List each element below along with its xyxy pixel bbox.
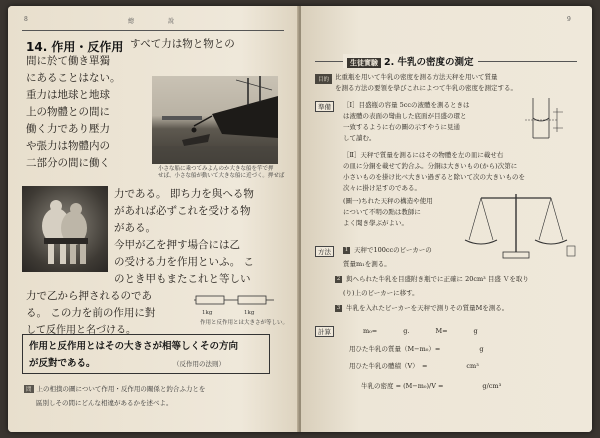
left-page: [8, 6, 299, 432]
rule-line-2: が反對である。: [29, 358, 96, 369]
right-page: [301, 6, 592, 432]
prep-line-2: 一致するように右の圖の示すやうに見通: [343, 123, 460, 131]
method-line-4: [335, 303, 508, 314]
boat-caption-0: 小さな船に乘つてみよんのか大きな船を竿で押: [158, 166, 274, 172]
body-line-8: 力である。 即ち力を與へる物: [114, 188, 254, 200]
boat-photo-illustration: [152, 76, 278, 164]
exercise-line-0-text: 上の相撲の圖について作用・反作用の關係と釣合ふ力とを: [36, 385, 206, 393]
boat-photo: [152, 76, 278, 164]
para2-line-0: 今甲が乙を押す場合には乙: [114, 239, 240, 251]
purpose-tag: 目的: [315, 74, 332, 84]
cylinder-figure: [523, 98, 573, 142]
body-line-2: にあることはない。: [26, 72, 121, 84]
body-line-6: や張力は物體内の: [26, 140, 110, 152]
left-page-number: 8: [24, 16, 28, 23]
section-title: 14. 作用・反作用: [26, 40, 124, 54]
body-line-9: があれば必ずこれを受ける物: [114, 205, 251, 217]
prep-line-1: は液體の表面の彎曲した底面が目盛の環と: [343, 112, 467, 120]
prep-line-0: ［Ⅰ］目盛瓶の容量 5ccの液體を測るときは: [343, 101, 470, 109]
record-tag: 計算: [315, 326, 334, 337]
rule-law-name: （反作用の法則）: [173, 360, 225, 368]
sumo-illustration: [22, 186, 108, 272]
record-line-1: 用ひた牛乳の質量（M−m₀）= g: [349, 345, 484, 353]
exercise-line-0: [24, 384, 205, 393]
exercise-line-1: 區別しその間にどんな相違があるかを述べよ。: [36, 399, 173, 407]
body-line-7: 二部分の間に働く: [26, 157, 110, 169]
method-line-0: [343, 245, 432, 256]
cylinder-illustration: [523, 98, 573, 142]
method-line-3: (り)上のビーカーに移す。: [343, 289, 419, 297]
body-line-10: がある。: [114, 222, 156, 234]
experiment-title: [343, 54, 478, 68]
prep-line-3: して讀む。: [343, 134, 376, 142]
prep-line-5: の皿に分銅を載せて釣合ふ。分銅は大きいもの(から)次第に: [343, 162, 518, 170]
method-num-2: 2: [336, 275, 341, 282]
body-line-0: すべて力は物と物との: [130, 38, 235, 50]
para2-line-2: のとき甲もまたこれと等しい: [114, 273, 251, 285]
balance-figure: [451, 188, 581, 264]
open-book: [8, 6, 592, 432]
para2-line-1: の受ける力を作用といふ。 こ: [114, 256, 255, 268]
sumo-photo: [22, 186, 108, 272]
experiment-badge: 生徒實驗: [347, 58, 381, 68]
method-line-2: [335, 274, 529, 285]
prep-line-9: について不明の點は教師に: [343, 208, 421, 216]
purpose-line-0: 比重瓶を用いて牛乳の密度を測る方法天秤を用いて質量: [335, 73, 498, 81]
prep-line-4: ［Ⅱ］天秤で質量を測るにはその物體を左の皿に載せ右: [343, 151, 504, 159]
body-line-5: 働く力であり壓力: [26, 123, 110, 135]
method-line-0-text: 天秤で100ccのビーカーの: [354, 246, 432, 254]
scale-caption: 作用と反作用とは大きさが等しい。: [200, 320, 289, 326]
body-line-1: 間に於て働き單獨: [26, 55, 110, 67]
method-line-4-text: 牛乳を入れたビーカーを天秤で測りその質量Mを測る。: [346, 304, 509, 312]
body-line-4: 上の物體との間に: [26, 106, 110, 118]
prep-line-8: (圖一)ちれた天秤の構造や使用: [343, 197, 433, 205]
method-num-3: 3: [336, 304, 341, 311]
exercise-tag: 問: [26, 387, 32, 393]
scale-label-left: 1kg: [202, 310, 213, 316]
scale-label-right: 1kg: [244, 310, 255, 316]
rule-line-1: 作用と反作用とはその大きさが相等しくその方向: [29, 341, 239, 352]
balance-illustration: [451, 188, 581, 264]
prep-line-6: 小さいものを掛け比べ大きい過ぎると除いて次の大きいものを: [343, 173, 525, 181]
boat-caption-1: せば、小さな船が動いて大きな船に近づく。押せば: [158, 173, 285, 179]
left-running-head: 總 說: [128, 18, 177, 25]
method-line-2-text: 與へられた牛乳を目盛附き瓶でに正確に 20cm³ 目盛 Ｖを取り: [346, 275, 529, 283]
right-page-number: 9: [567, 16, 571, 23]
para2-line-4: る。 この力を前の作用に對: [26, 307, 156, 319]
method-tag: 方法: [315, 246, 334, 257]
method-num-1: 1: [344, 246, 349, 253]
experiment-title-text: 2. 牛乳の密度の測定: [384, 57, 474, 68]
method-line-1: 質量m₁を測る。: [343, 260, 391, 268]
para2-line-3: 力で乙から押されるのであ: [26, 290, 152, 302]
record-line-3: 牛乳の密度 = (M−m₀)/V = g/cm³: [361, 382, 502, 390]
prep-line-7: 次々に掛け足すのである。: [343, 184, 421, 192]
reaction-law-box: [22, 334, 270, 374]
purpose-line-1: を測る方法の要領を學びこれによつて牛乳の密度を測定する。: [335, 84, 517, 92]
prep-tag: 準備: [315, 101, 334, 112]
para2-line-5: して反作用と名づける。: [26, 325, 136, 336]
left-header-rule: [22, 30, 284, 31]
body-line-3: 重力は地球と地球: [26, 89, 110, 101]
record-line-2: 用ひた牛乳の體積（V） = cm³: [349, 362, 479, 370]
prep-line-10: よく聞き學ぶがよい。: [343, 219, 408, 227]
record-line-0: m₀= g. M= g: [363, 327, 478, 335]
